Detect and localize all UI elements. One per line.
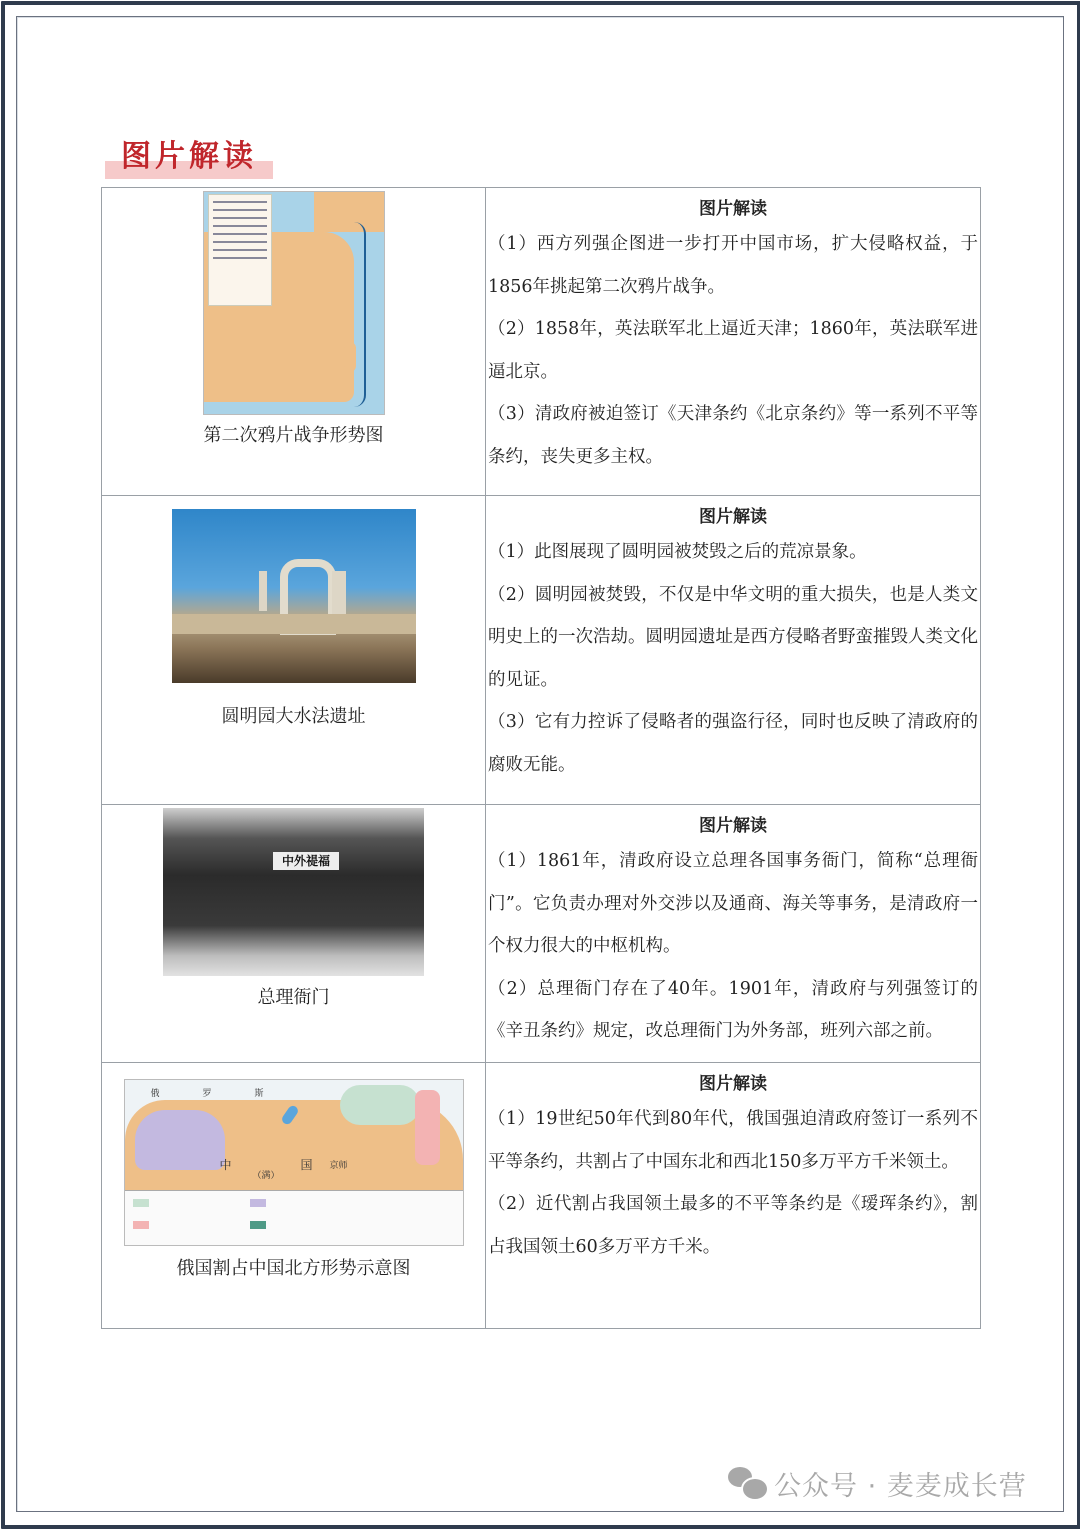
section-title-text: 图片解读 bbox=[121, 139, 257, 174]
section-title bbox=[105, 135, 275, 181]
second-opium-war-map bbox=[203, 191, 385, 415]
map-land bbox=[314, 192, 384, 232]
wechat-icon bbox=[728, 1467, 766, 1499]
watermark-text: 公众号 · 麦麦成长营 bbox=[774, 1470, 1027, 1502]
image-caption: 俄国割占中国北方形势示意图 bbox=[176, 1258, 411, 1279]
interpretation-paragraph: （1）1861年，清政府设立总理各国事务衙门，简称“总理衙门”。它负责办理对外交涉以及通商、海关等事务，是清政府一个权力很大的中枢机构。 bbox=[488, 851, 978, 956]
image-cell bbox=[102, 1063, 486, 1329]
interpretation-paragraph: （2）圆明园被焚毁，不仅是中华文明的重大损失，也是人类文明史上的一次浩劫。圆明园遗址是西方侵略者野蛮摧毁人类文化的见证。 bbox=[488, 584, 978, 690]
ruin-pillar bbox=[259, 571, 267, 611]
russian-annexation-map: 俄 罗 斯 中 国 （满） 京师 bbox=[124, 1079, 464, 1246]
image-cell bbox=[102, 188, 486, 496]
table-row bbox=[102, 1063, 981, 1329]
zongli-yamen-photo bbox=[163, 808, 424, 976]
interpretation-paragraph: （2）近代割占我国领土最多的不平等条约是《瑷珲条约》，割占我国领土60多万平方千米。 bbox=[488, 1194, 978, 1257]
table-row bbox=[102, 496, 981, 805]
invasion-route bbox=[354, 222, 366, 407]
map-aigun-ceded bbox=[340, 1085, 420, 1125]
interpretation-paragraph: （2）1858年，英法联军北上逼近天津；1860年，英法联军进逼北京。 bbox=[488, 319, 978, 382]
interpretation-cell bbox=[486, 188, 981, 496]
ruin-steps bbox=[172, 614, 416, 634]
interpretation-paragraph: （1）西方列强企图进一步打开中国市场，扩大侵略权益，于1856年挑起第二次鸦片战争。 bbox=[488, 234, 978, 297]
picture-interpretation-table bbox=[101, 187, 981, 1329]
interpretation-paragraph: （1）19世纪50年代到80年代，俄国强迫清政府签订一系列不平等条约，共割占了中国东北和西北150多万平方千米领土。 bbox=[488, 1109, 978, 1172]
image-cell bbox=[102, 496, 486, 805]
map-northwest-ceded bbox=[135, 1110, 225, 1170]
gate-plaque: 中外禔福 bbox=[273, 852, 339, 870]
interpretation-cell bbox=[486, 1063, 981, 1329]
interpretation-paragraph: （1）此图展现了圆明园被焚毁之后的荒凉景象。 bbox=[488, 542, 867, 562]
image-cell bbox=[102, 805, 486, 1063]
map-beijing-ceded bbox=[415, 1090, 440, 1165]
image-caption: 总理衙门 bbox=[257, 987, 330, 1008]
table-row bbox=[102, 805, 981, 1063]
image-caption: 圆明园大水法遗址 bbox=[221, 706, 366, 727]
image-caption: 第二次鸦片战争形势图 bbox=[203, 425, 384, 446]
yuanmingyuan-ruins-photo bbox=[172, 509, 416, 683]
map-legend bbox=[125, 1190, 463, 1246]
interpretation-heading: 图片解读 bbox=[699, 1074, 767, 1094]
interpretation-cell bbox=[486, 805, 981, 1063]
interpretation-cell bbox=[486, 496, 981, 805]
interpretation-heading: 图片解读 bbox=[699, 199, 767, 219]
map-legend bbox=[208, 194, 272, 306]
interpretation-heading: 图片解读 bbox=[699, 507, 767, 527]
interpretation-heading: 图片解读 bbox=[699, 816, 767, 836]
interpretation-paragraph: （2）总理衙门存在了40年。1901年，清政府与列强签订的《辛丑条约》规定，改总理衙门为外务部，班列六部之前。 bbox=[488, 978, 978, 1041]
interpretation-paragraph: （3）它有力控诉了侵略者的强盗行径，同时也反映了清政府的腐败无能。 bbox=[488, 712, 978, 775]
interpretation-paragraph: （3）清政府被迫签订《天津条约《北京条约》等一系列不平等条约，丧失更多主权。 bbox=[488, 404, 978, 467]
wechat-watermark bbox=[728, 1465, 1027, 1501]
table-row bbox=[102, 188, 981, 496]
